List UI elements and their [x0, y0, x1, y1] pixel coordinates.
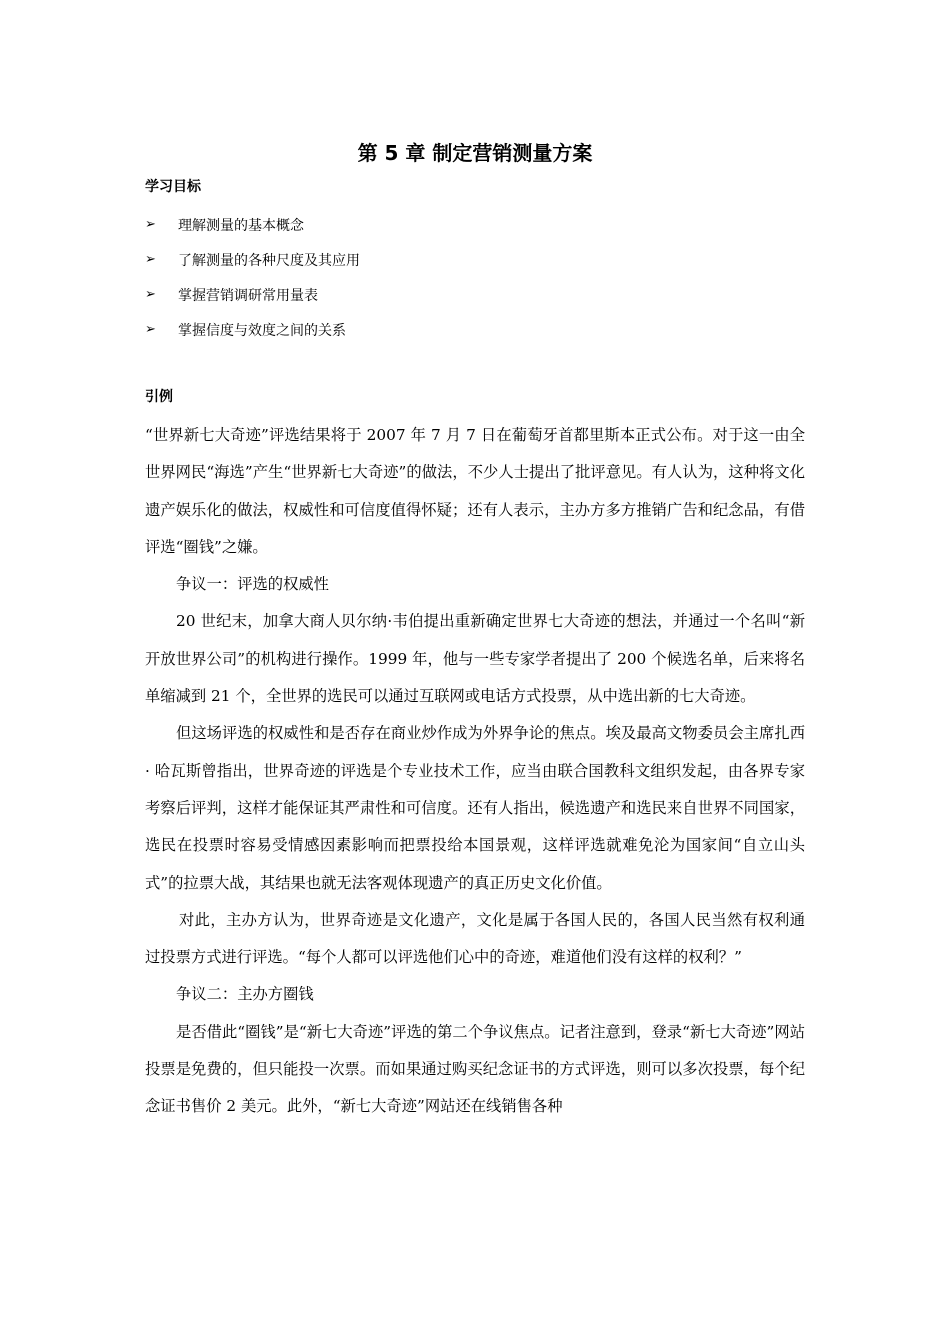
chapter-title: 第 5 章 制定营销测量方案 — [357, 141, 593, 165]
objective-text: 了解测量的各种尺度及其应用 — [178, 252, 360, 269]
objectives-heading: 学习目标 — [145, 179, 201, 195]
paragraph-background: 20 世纪末，加拿大商人贝尔纳·韦伯提出重新确定世界七大奇迹的想法，并通过一个名叫“新开放世界公司”的机构进行操作。1999 年，他与一些专家学者提出了 200 个候选名单，后来将名单缩减到 21 个，全世界的选民可以通过互联网或电话方式投票，从中选出新的七大奇迹。 — [145, 612, 805, 706]
objective-text: 掌握信度与效度之间的关系 — [178, 322, 346, 339]
paragraph-money: 是否借此“圈钱”是“新七大奇迹”评选的第二个争议焦点。记者注意到，登录“新七大奇迹”网站投票是免费的，但只能投一次票。而如果通过购买纪念证书的方式评选，则可以多次投票，每个纪念证书售价 2 美元。此外，“新七大奇迹”网站还在线销售各种 — [145, 1022, 805, 1116]
arrow-bullet-icon: ➢ — [145, 252, 156, 267]
subheading-dispute-two: 争议二：主办方圈钱 — [176, 985, 314, 1004]
example-heading: 引例 — [145, 389, 173, 405]
arrow-bullet-icon: ➢ — [145, 322, 156, 337]
paragraph-authority: 但这场评选的权威性和是否存在商业炒作成为外界争论的焦点。埃及最高文物委员会主席扎西· 哈瓦斯曾指出，世界奇迹的评选是个专业技术工作，应当由联合国教科文组织发起，由各界专家考察后评判，这样才能保证其严肃性和可信度。还有人指出，候选遗产和选民来自世界不同国家，选民在投票时容易受情感因素影响而把票投给本国景观，这样评选就难免沦为国家间“自立山头式”的拉票大战，其结果也就无法客观体现遗产的真正历史文化价值。 — [145, 724, 805, 892]
objective-text: 理解测量的基本概念 — [178, 217, 304, 234]
objective-item — [145, 312, 805, 347]
objective-item — [145, 207, 805, 242]
objectives-list — [145, 207, 805, 347]
example-body — [145, 417, 805, 1126]
objective-item — [145, 277, 805, 312]
objective-text: 掌握营销调研常用量表 — [178, 287, 318, 304]
objective-item — [145, 242, 805, 277]
paragraph-intro: “世界新七大奇迹”评选结果将于 2007 年 7 月 7 日在葡萄牙首都里斯本正式公布。对于这一由全世界网民“海选”产生“世界新七大奇迹”的做法，不少人士提出了批评意见。有人认为，这种将文化遗产娱乐化的做法，权威性和可信度值得怀疑；还有人表示，主办方多方推销广告和纪念品，有借评选“圈钱”之嫌。 — [145, 426, 805, 556]
paragraph-organizer-response: 对此，主办方认为，世界奇迹是文化遗产，文化是属于各国人民的，各国人民当然有权利通过投票方式进行评选。“每个人都可以评选他们心中的奇迹，难道他们没有这样的权利？” — [145, 910, 805, 967]
arrow-bullet-icon: ➢ — [145, 217, 156, 232]
arrow-bullet-icon: ➢ — [145, 287, 156, 302]
subheading-dispute-one: 争议一：评选的权威性 — [176, 575, 329, 594]
